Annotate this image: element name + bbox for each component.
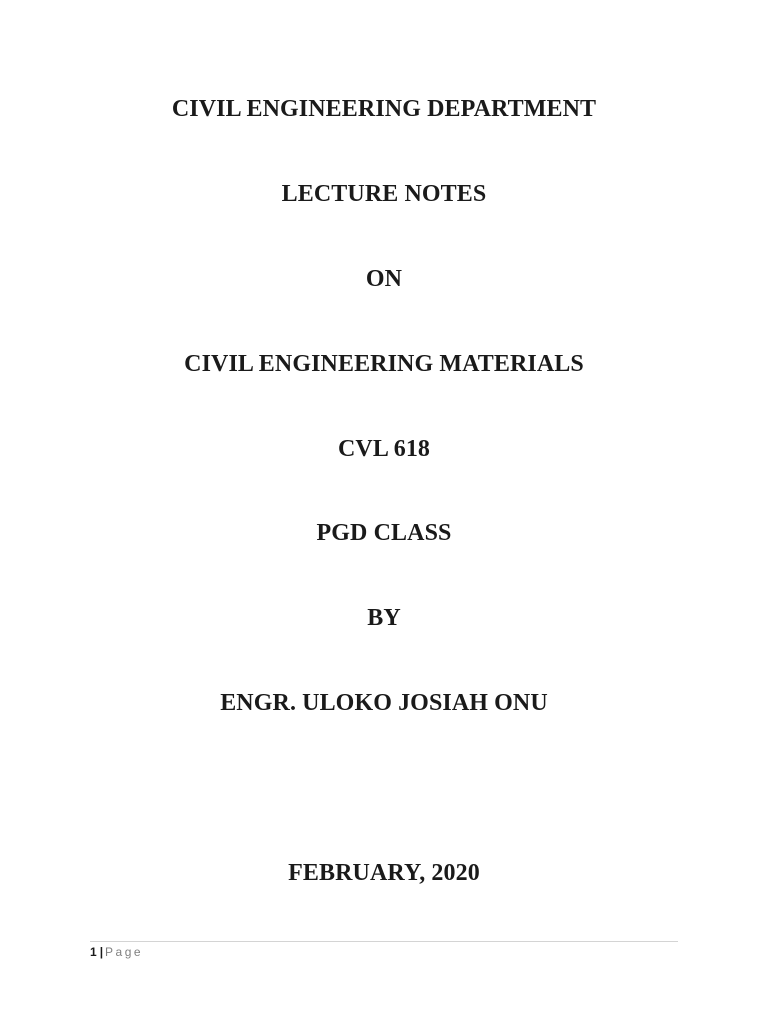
footer-divider	[90, 941, 678, 942]
course-title-heading: CIVIL ENGINEERING MATERIALS	[184, 351, 584, 377]
department-heading: CIVIL ENGINEERING DEPARTMENT	[171, 96, 597, 122]
connector-on: ON	[365, 266, 403, 292]
date-heading: FEBRUARY, 2020	[288, 860, 480, 886]
course-code-heading: CVL 618	[337, 436, 431, 462]
class-heading: PGD CLASS	[316, 520, 452, 546]
author-heading: ENGR. ULOKO JOSIAH ONU	[220, 690, 548, 716]
page-number: 1	[90, 945, 97, 959]
connector-by: BY	[367, 605, 401, 631]
page-label: Page	[105, 945, 144, 959]
footer-separator: |	[99, 945, 104, 959]
page-footer	[90, 943, 143, 961]
document-type-heading: LECTURE NOTES	[281, 181, 487, 207]
